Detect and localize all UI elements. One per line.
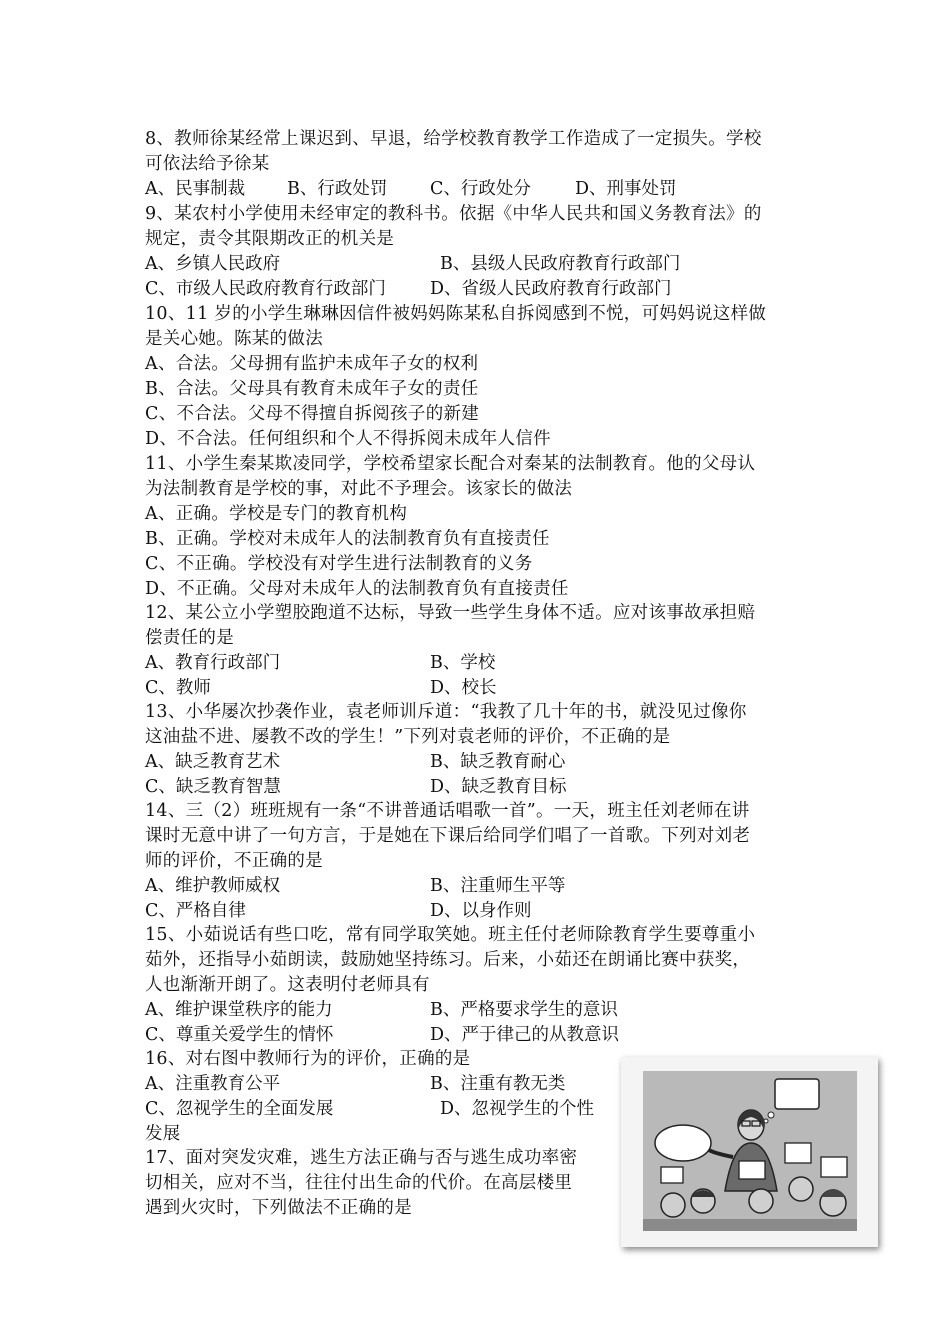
option-c[interactable]: C、不合法。父母不得擅自拆阅孩子的新建 [145, 404, 480, 424]
question-13 [145, 700, 815, 800]
question-stem: 课时无意中讲了一句方言，于是她在下课后给同学们唱了一首歌。下列对刘老 [145, 826, 751, 846]
option-row [145, 1023, 815, 1048]
question-stem: 9、某农村小学使用未经审定的教科书。依据《中华人民共和国义务教育法》的 [145, 204, 762, 224]
option-row [145, 676, 815, 701]
question-9 [145, 202, 815, 302]
option-b[interactable]: B、注重有教无类 [430, 1074, 566, 1094]
option-c[interactable]: C、忽视学生的全面发展 [145, 1099, 334, 1119]
question-stem: 17、面对突发灾难，逃生方法正确与否与逃生成功率密 [145, 1148, 578, 1168]
option-row [145, 177, 815, 202]
option-b[interactable]: B、学校 [430, 653, 496, 673]
question-stem: 14、三（2）班班规有一条“不讲普通话唱歌一首”。一天，班主任刘老师在讲 [145, 801, 750, 821]
question-stem: 茹外，还指导小茹朗读，鼓励她坚持练习。后来，小茹还在朗诵比赛中获奖， [145, 950, 751, 970]
option-row [145, 874, 815, 899]
question-stem: 师的评价，不正确的是 [145, 851, 323, 871]
option-b[interactable]: B、县级人民政府教育行政部门 [440, 254, 681, 274]
option-row [145, 899, 815, 924]
teacher-students-drawing [643, 1071, 857, 1231]
option-d[interactable]: D、严于律己的从教意识 [430, 1025, 620, 1045]
option-c[interactable]: C、缺乏教育智慧 [145, 777, 281, 797]
option-d[interactable]: D、缺乏教育目标 [430, 777, 567, 797]
option-a[interactable]: A、正确。学校是专门的教育机构 [145, 504, 408, 524]
question-stem: 偿责任的是 [145, 628, 234, 648]
option-row [145, 998, 815, 1023]
illustration-background [643, 1071, 857, 1231]
option-row [145, 750, 815, 775]
option-d[interactable]: D、忽视学生的个性 [440, 1099, 595, 1119]
question-stem: 为法制教育是学校的事，对此不予理会。该家长的做法 [145, 479, 573, 499]
option-d[interactable]: D、省级人民政府教育行政部门 [430, 279, 672, 299]
option-b[interactable]: B、严格要求学生的意识 [430, 1000, 618, 1020]
option-d-continuation: 发展 [145, 1124, 181, 1144]
question-8 [145, 127, 815, 202]
option-b[interactable]: B、合法。父母具有教育未成年子女的责任 [145, 379, 479, 399]
option-a[interactable]: A、注重教育公平 [145, 1074, 281, 1094]
question-10 [145, 302, 815, 452]
option-c[interactable]: C、行政处分 [430, 179, 531, 199]
option-row [145, 651, 815, 676]
option-c[interactable]: C、严格自律 [145, 901, 246, 921]
question-stem: 16、对右图中教师行为的评价，正确的是 [145, 1049, 471, 1069]
question-stem: 12、某公立小学塑胶跑道不达标，导致一些学生身体不适。应对该事故承担赔 [145, 603, 756, 623]
question-12 [145, 601, 815, 701]
option-c[interactable]: C、市级人民政府教育行政部门 [145, 279, 386, 299]
option-d[interactable]: D、不合法。任何组织和个人不得拆阅未成年人信件 [145, 429, 551, 449]
question-15 [145, 923, 815, 1048]
classroom-illustration [621, 1057, 878, 1247]
question-14 [145, 799, 815, 924]
question-stem: 是关心她。陈某的做法 [145, 329, 323, 349]
question-stem: 遇到火灾时，下列做法不正确的是 [145, 1198, 412, 1218]
question-stem: 13、小华屡次抄袭作业，袁老师训斥道：“我教了几十年的书，就没见过像你 [145, 702, 747, 722]
option-d[interactable]: D、刑事处罚 [575, 179, 677, 199]
option-row [145, 1097, 615, 1122]
option-d[interactable]: D、以身作则 [430, 901, 532, 921]
question-16 [145, 1047, 615, 1147]
question-stem: 规定，责令其限期改正的机关是 [145, 229, 395, 249]
option-b[interactable]: B、行政处罚 [287, 179, 388, 199]
question-stem: 11、小学生秦某欺凌同学，学校希望家长配合对秦某的法制教育。他的父母认 [145, 454, 756, 474]
option-a[interactable]: A、合法。父母拥有监护未成年子女的权利 [145, 354, 479, 374]
question-stem: 10、11 岁的小学生琳琳因信件被妈妈陈某私自拆阅感到不悦，可妈妈说这样做 [145, 304, 767, 324]
option-a[interactable]: A、维护课堂秩序的能力 [145, 1000, 333, 1020]
option-a[interactable]: A、缺乏教育艺术 [145, 752, 281, 772]
option-d[interactable]: D、不正确。父母对未成年人的法制教育负有直接责任 [145, 579, 569, 599]
option-a[interactable]: A、维护教师威权 [145, 876, 281, 896]
option-b[interactable]: B、正确。学校对未成年人的法制教育负有直接责任 [145, 529, 550, 549]
question-11 [145, 452, 815, 602]
option-a[interactable]: A、乡镇人民政府 [145, 254, 281, 274]
question-stem: 15、小茹说话有些口吃，常有同学取笑她。班主任付老师除教育学生要尊重小 [145, 925, 756, 945]
option-b[interactable]: B、缺乏教育耐心 [430, 752, 566, 772]
option-row [145, 277, 815, 302]
option-row [145, 1072, 615, 1097]
option-b[interactable]: B、注重师生平等 [430, 876, 566, 896]
question-17 [145, 1146, 615, 1221]
option-row [145, 252, 815, 277]
question-stem: 8、教师徐某经常上课迟到、早退，给学校教育教学工作造成了一定损失。学校 [145, 129, 762, 149]
question-stem: 可依法给予徐某 [145, 154, 270, 174]
option-c[interactable]: C、教师 [145, 678, 211, 698]
option-d[interactable]: D、校长 [430, 678, 497, 698]
option-row [145, 775, 815, 800]
question-stem: 人也渐渐开朗了。这表明付老师具有 [145, 975, 430, 995]
question-stem: 切相关，应对不当，往往付出生命的代价。在高层楼里 [145, 1173, 573, 1193]
question-stem: 这油盐不进、屡教不改的学生！”下列对袁老师的评价，不正确的是 [145, 727, 671, 747]
option-a[interactable]: A、教育行政部门 [145, 653, 281, 673]
option-c[interactable]: C、尊重关爱学生的情怀 [145, 1025, 334, 1045]
option-c[interactable]: C、不正确。学校没有对学生进行法制教育的义务 [145, 554, 533, 574]
option-a[interactable]: A、民事制裁 [145, 179, 246, 199]
